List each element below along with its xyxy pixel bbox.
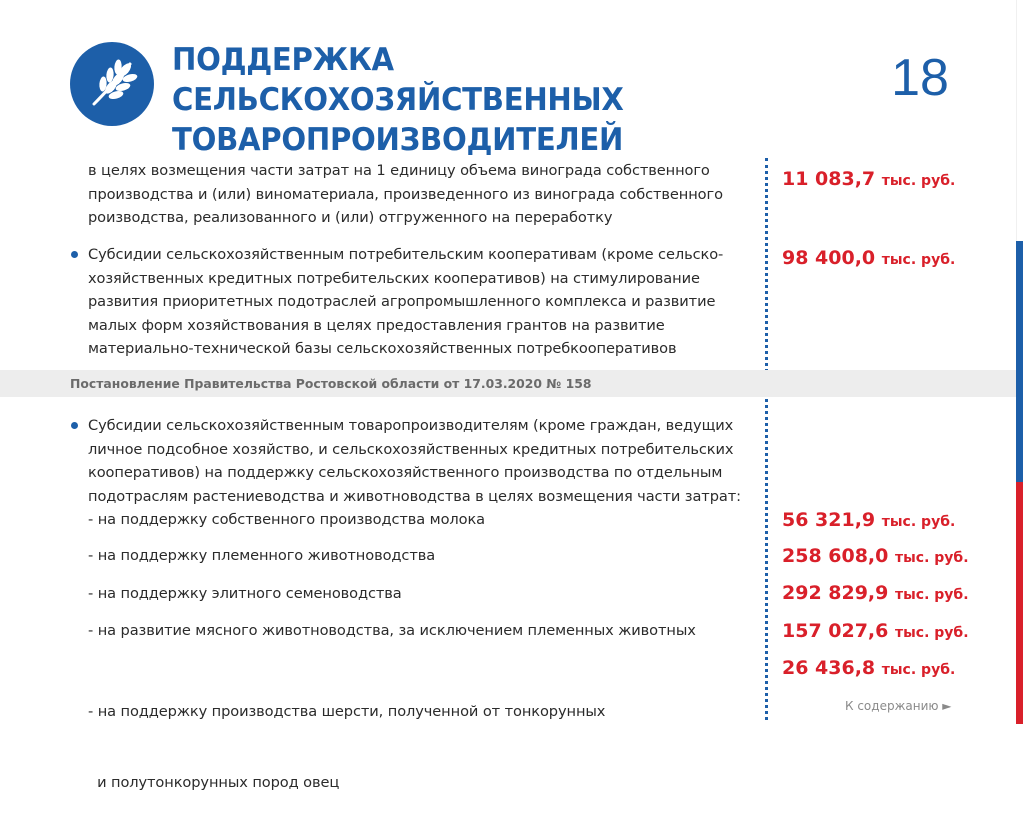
amount-unit: тыс. руб. [895,550,969,566]
item-text [88,414,741,508]
bullet-icon [71,251,78,258]
text-line: малых форм хозяйствования в целях предоставления грантов на развитие [88,316,665,334]
amount-value [782,580,969,608]
amount-number: 98 400,0 [782,247,876,269]
amount-unit: тыс. руб. [881,662,956,678]
amount-number: 26 436,8 [782,657,876,679]
amount-value [782,166,955,194]
text-line: - на поддержку производства шерсти, полученной от тонкорунных [88,703,606,720]
flag-stripe-blue [1016,241,1023,482]
amount-number: 11 083,7 [782,168,876,190]
amount-value [782,507,955,535]
text-line: развития приоритетных подотраслей агропромышленного комплекса и развитие [88,293,716,310]
text-line: Субсидии сельскохозяйственным товаропроизводителям (кроме граждан, ведущих [88,417,734,434]
item-text [88,159,723,230]
column-divider [765,158,768,720]
amount-number: 157 027,6 [782,620,889,642]
page-title [172,40,821,160]
page-number: 18 [891,49,949,107]
text-line: в целях возмещения части затрат на 1 единицу объема винограда собственного [88,162,710,179]
bullet-icon [71,422,78,429]
text-line: хозяйственных кредитных потребительских кооперативов) на стимулирование [88,269,700,287]
title-line-2: ТОВАРОПРОИЗВОДИТЕЛЕЙ [172,122,624,158]
text-line: и полутонкорунных пород овец [88,773,340,791]
list-item [88,582,402,606]
amount-number: 258 608,0 [782,545,889,567]
title-line-1: ПОДДЕРЖКА СЕЛЬСКОХОЗЯЙСТВЕННЫХ [172,42,624,118]
resolution-title: Постановление Правительства Ростовской области от 17.03.2020 № 158 [70,376,592,391]
amount-value [782,245,955,273]
list-item [88,653,605,818]
contents-link[interactable]: К содержанию ► [845,699,952,713]
text-line: кооперативов) на поддержку сельскохозяйственного производства по отдельным [88,464,723,481]
amount-value [782,618,969,646]
text-line: - на развитие мясного животноводства, за исключением племенных животных [88,622,696,639]
amount-number: 292 829,9 [782,582,889,604]
text-line: Субсидии сельскохозяйственным потребительским кооперативам (кроме сельско- [88,246,724,263]
text-line: материально-технической базы сельскохозяйственных потребкооперативов [88,340,677,357]
list-item [88,619,696,643]
text-line: - на поддержку племенного животноводства [88,547,436,564]
text-line: подотраслям растениеводства и животноводства в целях возмещения части затрат: [88,487,741,505]
text-line: роизводства, реализованного и (или) отгруженного на переработку [88,209,613,226]
text-line: личное подсобное хозяйство, и сельскохозяйственных кредитных потребительских [88,440,734,458]
amount-value [782,543,969,571]
amount-value [782,655,955,683]
amount-unit: тыс. руб. [881,252,956,268]
item-text [88,243,723,361]
list-item [88,508,485,532]
text-line: производства и (или) виноматериала, произведенного из винограда собственного [88,185,723,203]
list-item [88,544,435,568]
flag-stripe-red [1016,482,1023,724]
amount-number: 56 321,9 [782,509,876,531]
amount-unit: тыс. руб. [895,587,969,603]
amount-unit: тыс. руб. [881,514,956,530]
flag-stripe-white [1016,0,1023,241]
amount-unit: тыс. руб. [895,625,969,641]
text-line: - на поддержку элитного семеноводства [88,585,402,602]
amount-unit: тыс. руб. [881,173,956,189]
text-line: - на поддержку собственного производства молока [88,511,486,528]
wheat-icon [70,42,154,126]
